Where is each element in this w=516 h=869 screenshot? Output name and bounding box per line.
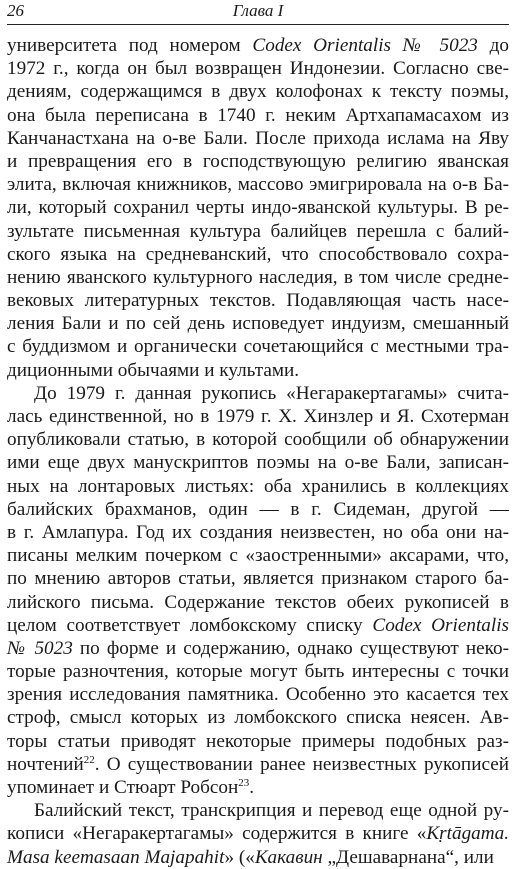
text-run: балийских брахманов, один — в г. Сидеман, другой — bbox=[7, 498, 509, 520]
text-run: . bbox=[249, 777, 255, 798]
text-line bbox=[7, 127, 509, 150]
italic-text: Kṛtāgama. bbox=[426, 823, 509, 845]
chapter-title: Глава I bbox=[232, 1, 284, 20]
text-run: опубликовали статью, в которой сообщили об обнаружении bbox=[7, 429, 509, 451]
italic-text: Codex Orientalis № 5023 bbox=[252, 35, 478, 56]
italic-text: № 5023 bbox=[7, 637, 73, 659]
text-line bbox=[7, 567, 509, 590]
text-run: нению яванского культурного наследия, в том числе средне- bbox=[7, 266, 509, 288]
text-line bbox=[7, 822, 509, 845]
text-line bbox=[7, 637, 509, 660]
body-text bbox=[7, 34, 509, 869]
text-line bbox=[7, 34, 509, 57]
running-head bbox=[7, 0, 509, 25]
text-line bbox=[7, 753, 509, 776]
text-line bbox=[7, 104, 509, 127]
text-run: ления Бали и по сей день исповедует индуизм, смешанный bbox=[7, 313, 509, 335]
text-run: целом соответствует ломбокскому списку bbox=[7, 614, 373, 636]
text-run: дениям, содержащимся в двух колофонах к тексту поэмы, bbox=[7, 81, 509, 103]
text-run: ского языка на средневанский, что способствовало сохра- bbox=[7, 243, 509, 265]
text-run: торые разночтения, которые могут быть интересны с точки bbox=[7, 661, 509, 683]
text-run: „Дешаварнана“, или bbox=[322, 846, 494, 868]
text-line bbox=[7, 475, 509, 498]
text-line bbox=[7, 683, 509, 706]
text-line bbox=[7, 451, 509, 474]
text-run: писаны мелким почерком с «заостренными» аксарами, что, bbox=[7, 545, 509, 567]
text-run: 1972 г., когда он был возвращен Индонезии. Согласно све- bbox=[7, 58, 509, 80]
text-line bbox=[7, 57, 509, 80]
footnote-ref: 22 bbox=[83, 753, 95, 766]
text-run: торы статьи приводят некоторые примеры подобных раз- bbox=[7, 730, 509, 752]
text-line bbox=[7, 220, 509, 243]
text-run: Канчанастхана на о-ве Бали. После прихода ислама на Яву bbox=[7, 127, 509, 149]
text-run: диционными обычаями и культами. bbox=[7, 359, 300, 381]
text-run: зультате письменная культура балийцев перешла с балий- bbox=[7, 220, 509, 242]
text-line bbox=[7, 428, 509, 451]
text-line bbox=[7, 289, 509, 312]
text-line bbox=[7, 80, 509, 103]
text-run: До 1979 г. данная рукопись «Негаракертагамы» счита- bbox=[34, 382, 509, 404]
text-line bbox=[7, 521, 509, 544]
text-run: лась единственной, но в 1979 г. Х. Хинзлер и Я. Схотерман bbox=[7, 406, 509, 427]
text-line bbox=[7, 706, 509, 729]
text-line bbox=[7, 312, 509, 335]
text-run: элита, включая книжников, массово эмигрировала на о-в Ба- bbox=[7, 174, 509, 196]
text-run: Балийский текст, транскрипция и перевод еще одной ру- bbox=[34, 800, 509, 822]
text-line bbox=[7, 382, 509, 405]
text-run: ночтений bbox=[7, 753, 84, 775]
italic-text: Masa keemasaan Majapahit bbox=[7, 846, 225, 868]
text-run: университета под номером bbox=[7, 35, 253, 56]
text-run: лийского письма. Содержание текстов обеих рукописей в bbox=[7, 591, 509, 613]
text-line bbox=[7, 173, 509, 196]
italic-text: Какавин bbox=[254, 846, 323, 868]
paragraph bbox=[7, 799, 509, 869]
text-line bbox=[7, 776, 509, 799]
text-line bbox=[7, 544, 509, 567]
page-number: 26 bbox=[7, 1, 24, 20]
text-run: до bbox=[477, 35, 509, 56]
paragraph bbox=[7, 382, 509, 799]
footnote-ref: 23 bbox=[238, 777, 250, 789]
text-run: вековых литературных текстов. Подавляющая часть насе- bbox=[7, 290, 509, 312]
text-run: в г. Амлапура. Год их создания неизвестен, но оба они на- bbox=[7, 521, 509, 543]
text-run: ими еще двух манускриптов поэмы на о-ве Бали, записан- bbox=[7, 452, 509, 474]
text-run: она была переписана в 1740 г. неким Артхапамасахом из bbox=[7, 104, 509, 126]
text-run: ли, который сохранил черты индо-яванской культуры. В ре- bbox=[7, 197, 509, 219]
text-line bbox=[7, 846, 509, 869]
text-line bbox=[7, 498, 509, 521]
text-line bbox=[7, 150, 509, 173]
text-line bbox=[7, 799, 509, 822]
text-line bbox=[7, 266, 509, 289]
text-run: по форме и содержанию, однако существуют неко- bbox=[72, 637, 509, 659]
text-line bbox=[7, 660, 509, 683]
text-line bbox=[7, 730, 509, 753]
text-run: » (« bbox=[224, 846, 255, 868]
text-line bbox=[7, 591, 509, 614]
text-run: по мнению авторов статьи, является признаком старого ба- bbox=[7, 568, 509, 590]
text-run: кописи «Негаракертагамы» содержится в книге « bbox=[7, 823, 427, 845]
text-run: строф, смысл которых из ломбокского списка неясен. Ав- bbox=[7, 707, 509, 729]
text-line bbox=[7, 405, 509, 428]
text-run: с буддизмом и органически сочетающийся с местными тра- bbox=[7, 336, 509, 358]
text-run: и превращения его в господствующую религию яванская bbox=[7, 150, 509, 172]
text-line bbox=[7, 359, 509, 382]
text-run: . О существовании ранее неизвестных рукописей bbox=[94, 753, 509, 775]
text-run: ных на лонтаровых листьях: оба хранились в коллекциях bbox=[7, 475, 509, 497]
text-line bbox=[7, 196, 509, 219]
text-run: зрения исследования памятника. Особенно это касается тех bbox=[7, 684, 509, 706]
text-line bbox=[7, 614, 509, 637]
text-line bbox=[7, 335, 509, 358]
italic-text: Codex Orientalis bbox=[372, 614, 509, 636]
text-line bbox=[7, 243, 509, 266]
text-run: упоминает и Стюарт Робсон bbox=[7, 777, 239, 798]
paragraph bbox=[7, 34, 509, 382]
